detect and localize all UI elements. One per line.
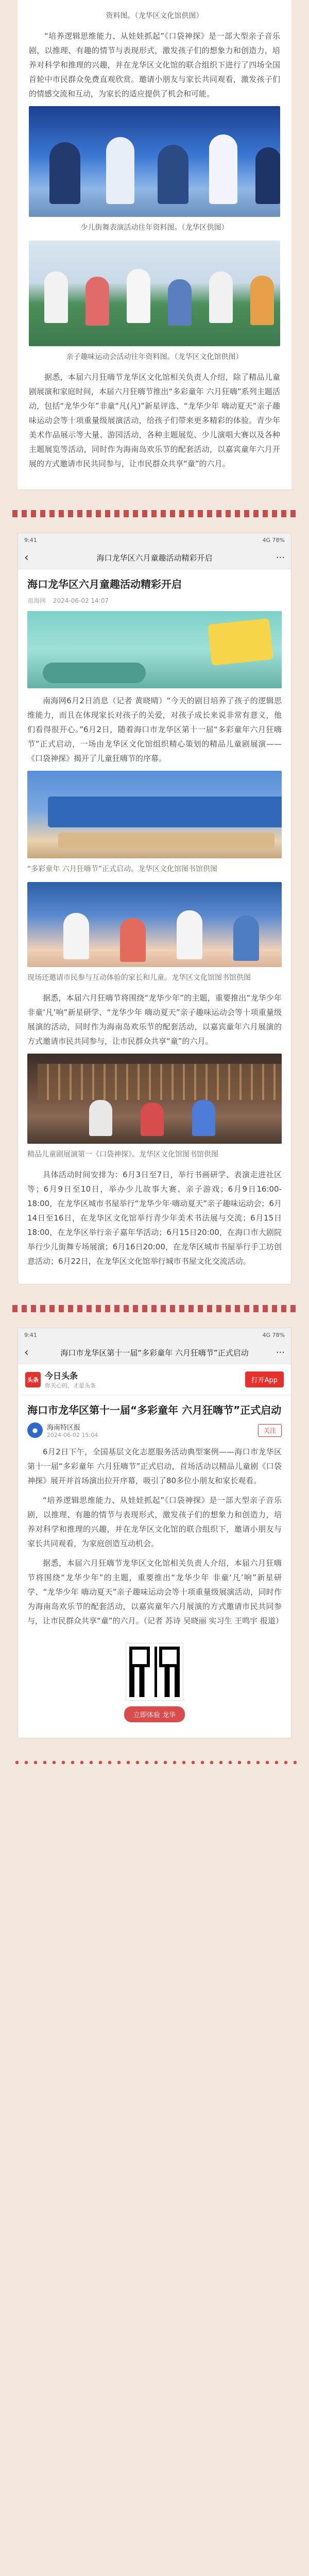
phone-screenshot-1 — [18, 533, 291, 1284]
nav-title: 海口龙华区六月童趣活动精彩开启 — [96, 553, 213, 563]
more-icon[interactable]: ··· — [276, 552, 285, 563]
photo-caption: 资料图。（龙华区文化馆供图） — [106, 12, 203, 20]
photo-interaction — [27, 882, 282, 967]
nav-bar — [18, 547, 291, 569]
photo-caption: “多彩童年 六月狂嗨节”正式启动。龙华区文化馆图书馆供图 — [27, 865, 217, 873]
decorative-stripe — [12, 510, 297, 517]
photo-caption: 现场还邀请市民参与互动体验的家长和儿童。龙华区文化馆图书馆供图 — [27, 974, 251, 982]
paragraph: 据悉，本届六月狂嗨节龙华区文化馆相关负责人介绍，除了精品儿童剧展演和家庭时间，本届六月狂嗨节推出“多彩童年 六月狂嗨”系列主题活动，包括“龙华少年”非童“凡(凡)”新星评选、“龙华少年 嗨动夏天”亲子趣味运动会等十项重量级展演活动，给孩子们带来更多精彩的体验。青少年美术作品展示等大量、游园活动，各种主题展览、少儿演唱大赛以及各种主题展览等活动，同时作为海南岛欢乐节的配套活动，以嘉宾童年六月开展的方式邀请市民共同参与，让市民群众共享“童”的六月。 — [29, 372, 280, 468]
follow-button[interactable]: 关注 — [258, 1424, 282, 1437]
status-time: 9:41 — [24, 1331, 37, 1338]
paragraph: “培养逻辑思维能力、从娃娃抓起”《口袋神探》是一部大型亲子音乐剧，以推理、有趣的情节与表现形式，激发孩子们的想象力和创造力，培养对科学和推理的兴趣，并在龙华区文化馆的联合组织下进行了四场全国首轮中市民群众免费直观欣赏。邀请小朋友与家长共同观看，激发孩子们的情感交流和互动，为家长的适应提供了机会和可能。 — [29, 31, 280, 98]
back-icon[interactable]: ‹ — [24, 1346, 29, 1359]
paragraph: 具体活动时间安排为：6月3日至7日，举行书画研学、表演走进社区等；6月9日至10日，举办少儿故事大赛、亲子游戏；6月9日16:00-18:00，在龙华区城市书屋举行“龙华少年·嗨动夏天”亲子趣味运动会；6月14日至16日，在龙华区文化馆举行青少年美术书法展与交流；6月15日18:00，在龙华区举行亲子嘉年华活动；6月15日20:00，在海口市大剧院举行少儿街舞专场展演；6月16日20:00，在龙华区城市书屋举行手工坊创意活动；6月22日，在龙华区文化馆举行城市书屋文化交流活动。 — [27, 1170, 282, 1266]
photo-caption: 少儿街舞表演活动往年资料图。（龙华区供图） — [80, 224, 229, 232]
decorative-stripe — [12, 1305, 297, 1312]
open-app-button[interactable]: 打开App — [245, 1371, 284, 1387]
paragraph: 6月2日下午，全国基层文化志愿服务活动典型案例——海口市龙华区第十一届“多彩童年 六月狂嗨节”正式启动，首场活动以精品儿童剧《口袋神探》展开并首场演出拉开序幕，吸引了80多位小朋友和家长观看。 — [27, 1447, 282, 1485]
paragraph: “培养逻辑思维能力、从娃娃抓起”《口袋神探》是一部大型亲子音乐剧，以推理、有趣的情节与表现形式，激发孩子们的想象力和创造力，培养对科学和推理的兴趣，并在龙华区文化馆的联合组织下，邀请小朋友与家长共同观看，为家庭创造互动机会。 — [27, 1496, 282, 1548]
back-icon[interactable]: ‹ — [24, 551, 29, 564]
toutiao-logo-icon: 头条 — [25, 1372, 41, 1387]
more-icon[interactable]: ··· — [276, 1347, 285, 1358]
status-bar — [18, 533, 291, 547]
paragraph: 据悉，本届六月狂嗨节将围绕“龙华少年”的主题，重要推出“龙华少年 非童‘凡’响”新星研学、“龙华少年 嗨动夏天”亲子趣味运动会等十项重量级展演的活动，同时作为海南岛欢乐节的配套活动，以嘉宾童年六月展演的方式邀请市民共同参与，让市民群众共享“童”的六月。 — [27, 993, 282, 1046]
author-info — [47, 1422, 98, 1438]
author-name[interactable]: 海南特区报 — [47, 1424, 81, 1432]
author-row — [27, 1422, 282, 1438]
article-card-1 — [18, 0, 291, 489]
toutiao-banner — [18, 1364, 291, 1395]
photo-launch — [27, 771, 282, 858]
photo-sports-meet — [29, 241, 280, 346]
status-signal: 4G 78% — [262, 536, 285, 544]
nav-bar — [18, 1342, 291, 1364]
toutiao-brand — [45, 1369, 96, 1389]
qr-block — [27, 1633, 282, 1727]
article-body — [18, 569, 291, 1284]
avatar[interactable]: ● — [27, 1422, 43, 1438]
qr-label[interactable]: 立即体验 龙华 — [124, 1706, 185, 1722]
article-title: 海口市龙华区第十一届“多彩童年 六月狂嗨节”正式启动 — [27, 1404, 282, 1416]
nav-title: 海口市龙华区第十一届“多彩童年 六月狂嗨节”正式启动 — [60, 1348, 249, 1358]
qr-code-icon[interactable] — [126, 1643, 183, 1700]
photo-drama — [27, 1054, 282, 1144]
meta-source[interactable]: 南海网 — [27, 597, 46, 604]
author-time: 2024-06-02 15:04 — [47, 1432, 98, 1438]
toutiao-slogan: 你关心的，才是头条 — [45, 1382, 96, 1389]
article-body — [18, 1395, 291, 1738]
photo-dance — [29, 106, 280, 217]
photo-banner — [27, 611, 282, 688]
toutiao-name: 今日头条 — [45, 1371, 78, 1381]
paragraph: 据悉，本届六月狂嗨节龙华区文化馆相关负责人介绍，本届六月狂嗨节将围绕“龙华少年”的主题，重要推出“龙华少年 非童‘凡’响”新星研学、“龙华少年 嗨动夏天”亲子趣味运动会等十项重量级展演活动，同时作为海南岛欢乐节的配套活动，以嘉宾童年六月展演的方式邀请市民共同参与，让市民群众共享“童”的六月。（记者 苏诗 吴晓丽 实习生 王鸣宇 报道） — [27, 1558, 283, 1625]
status-bar — [18, 1328, 291, 1342]
paragraph: 南海网6月2日消息（记者 黄晓晴）“今天的剧目培养了孩子的逻辑思维能力，而且在体现家长对孩子的关爱，对孩子成长来说非常有意义，他们看得很开心。”6月2日，随着海口市龙华区第十一届“多彩童年六月狂嗨节”正式启动，一场由龙华区文化馆组织精心策划的精品儿童剧展演——《口袋神探》揭开了儿童狂嗨节的序幕。 — [27, 696, 282, 763]
photo-caption: 亲子趣味运动会活动往年资料图。（龙华区文化馆供图） — [66, 353, 243, 361]
decorative-dots — [12, 1758, 297, 1767]
meta-time: 2024-06-02 14:07 — [53, 597, 109, 604]
status-signal: 4G 78% — [262, 1331, 285, 1338]
photo-caption: 精品儿童剧展演第一《口袋神探》。龙华区文化馆图书馆供图 — [27, 1150, 218, 1159]
phone-screenshot-2 — [18, 1328, 291, 1738]
article-title: 海口龙华区六月童趣活动精彩开启 — [27, 578, 182, 590]
article-meta — [27, 596, 282, 605]
status-time: 9:41 — [24, 536, 37, 544]
